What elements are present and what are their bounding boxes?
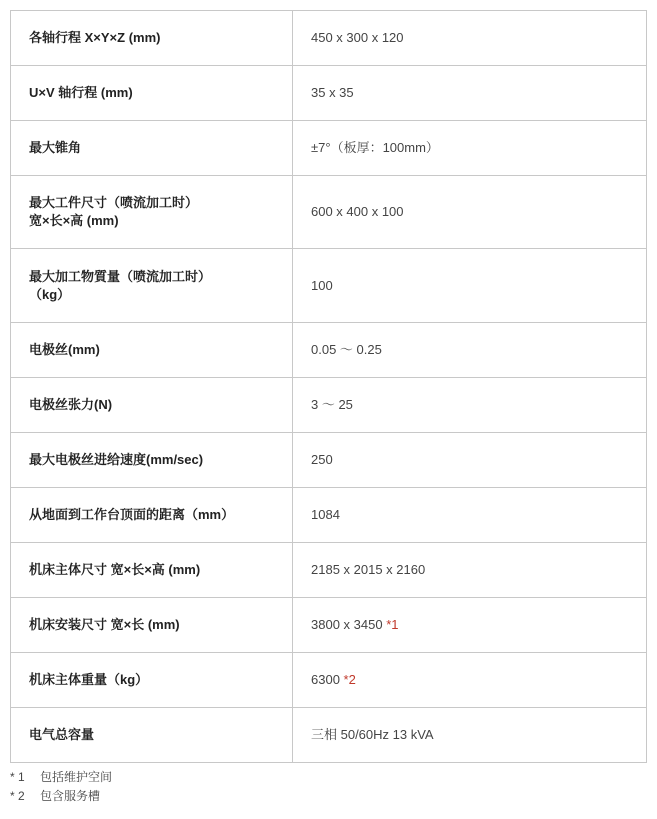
table-row xyxy=(11,121,647,176)
row-label: 机床主体重量（kg） xyxy=(11,653,293,708)
footnote xyxy=(10,787,112,806)
footnote-text: 包括维护空间 xyxy=(40,770,113,784)
table-row xyxy=(11,488,647,543)
footnote-mark: * 1 xyxy=(10,770,25,784)
row-label: 电极丝张力(N) xyxy=(11,378,293,433)
table-row xyxy=(11,433,647,488)
table-row xyxy=(11,598,647,653)
row-value xyxy=(293,543,647,598)
row-value xyxy=(293,653,647,708)
table-row xyxy=(11,378,647,433)
spec-table-body xyxy=(11,11,647,763)
table-row xyxy=(11,249,647,323)
row-value-text: 450 x 300 x 120 xyxy=(311,30,404,45)
table-row xyxy=(11,543,647,598)
row-value xyxy=(293,249,647,323)
row-value-text: 6300 xyxy=(311,672,344,687)
row-label: 最大工件尺寸（喷流加工时） 宽×长×高 (mm) xyxy=(11,176,293,249)
row-value xyxy=(293,66,647,121)
table-row xyxy=(11,66,647,121)
spec-table xyxy=(10,10,647,763)
row-value-text: 2185 x 2015 x 2160 xyxy=(311,562,426,577)
row-label: 最大锥角 xyxy=(11,121,293,176)
row-value-text: 35 x 35 xyxy=(311,85,354,100)
table-row xyxy=(11,176,647,249)
row-value-text: 0.05 ～ 0.25 xyxy=(311,342,382,357)
row-label: 从地面到工作台顶面的距离（mm） xyxy=(11,488,293,543)
row-label: 最大加工物質量（喷流加工时） （kg） xyxy=(11,249,293,323)
row-value xyxy=(293,708,647,763)
row-label: 最大电极丝进给速度(mm/sec) xyxy=(11,433,293,488)
row-value xyxy=(293,598,647,653)
footnotes xyxy=(10,768,112,806)
row-label: U×V 轴行程 (mm) xyxy=(11,66,293,121)
row-value-text: 三相 50/60Hz 13 kVA xyxy=(311,727,434,742)
row-label: 机床安装尺寸 宽×长 (mm) xyxy=(11,598,293,653)
row-note: *1 xyxy=(386,617,399,632)
row-value-text: ±7°（板厚：100mm） xyxy=(311,140,439,155)
row-value-text: 250 xyxy=(311,452,333,467)
row-label: 各轴行程 X×Y×Z (mm) xyxy=(11,11,293,66)
row-value-text: 1084 xyxy=(311,507,340,522)
row-label: 电气总容量 xyxy=(11,708,293,763)
row-label: 机床主体尺寸 宽×长×高 (mm) xyxy=(11,543,293,598)
row-value-text: 100 xyxy=(311,277,333,293)
row-value xyxy=(293,121,647,176)
row-value-text: 3 ～ 25 xyxy=(311,397,353,412)
footnote-text: 包含服务槽 xyxy=(40,789,101,803)
table-row xyxy=(11,708,647,763)
row-value-text: 600 x 400 x 100 xyxy=(311,204,404,219)
footnote-mark: * 2 xyxy=(10,789,25,803)
row-note: *2 xyxy=(343,672,356,687)
row-value xyxy=(293,378,647,433)
footnote xyxy=(10,768,112,787)
row-label: 电极丝(mm) xyxy=(11,323,293,378)
row-value xyxy=(293,176,647,249)
row-value xyxy=(293,433,647,488)
table-row xyxy=(11,11,647,66)
row-value xyxy=(293,323,647,378)
row-value-text: 3800 x 3450 xyxy=(311,617,387,632)
row-value xyxy=(293,11,647,66)
row-value xyxy=(293,488,647,543)
table-row xyxy=(11,323,647,378)
table-row xyxy=(11,653,647,708)
